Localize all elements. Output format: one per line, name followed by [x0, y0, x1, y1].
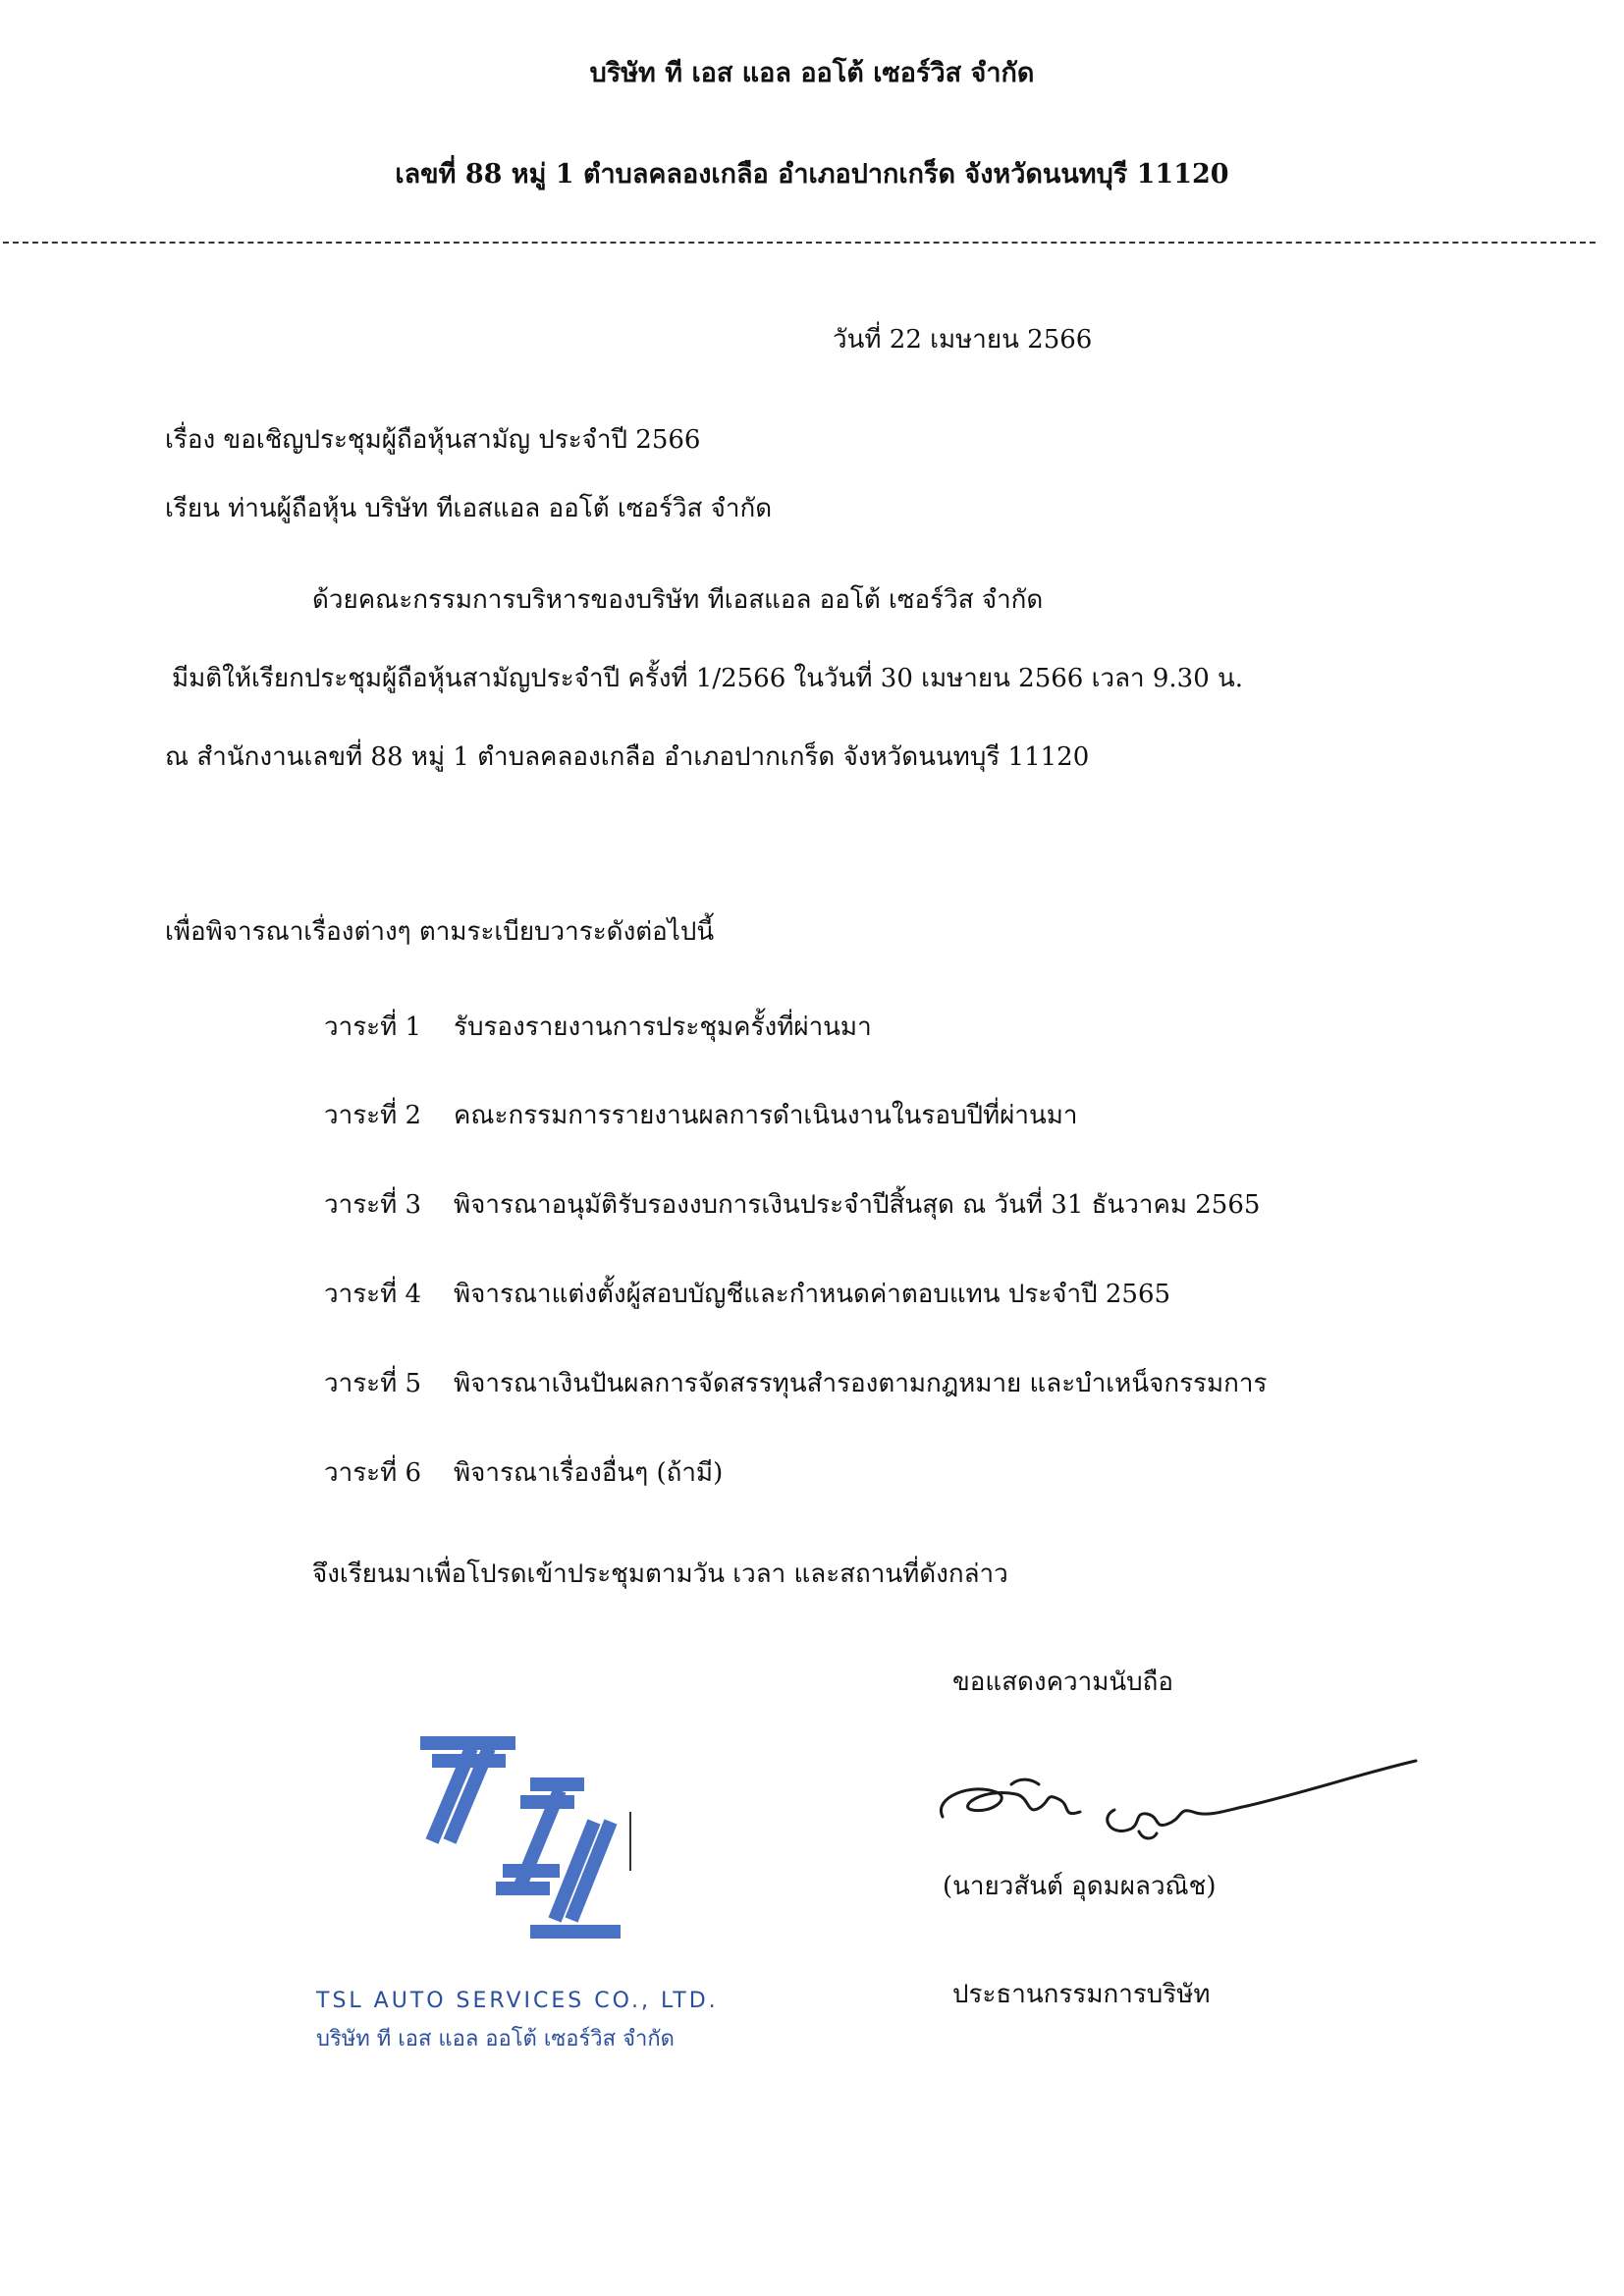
- body-line-1: ด้วยคณะกรรมการบริหารของบริษัท ทีเอสแอล ออโต้ เซอร์วิส จำกัด: [312, 585, 1044, 615]
- agenda-intro: เพื่อพิจารณาเรื่องต่างๆ ตามระเบียบวาระดังต่อไปนี้: [165, 917, 715, 947]
- company-address: เลขที่ 88 หมู่ 1 ตำบลคลองเกลือ อำเภอปากเกร็ด จังหวัดนนทบุรี 11120: [395, 159, 1229, 190]
- letter-recipient: เรียน ท่านผู้ถือหุ้น บริษัท ทีเอสแอล ออโต้ เซอร์วิส จำกัด: [165, 494, 773, 523]
- body-line-2: มีมติให้เรียกประชุมผู้ถือหุ้นสามัญประจำปี ครั้งที่ 1/2566 ในวันที่ 30 เมษายน 2566 เวลา 9.30 น.: [172, 664, 1244, 693]
- logo-thai-name: บริษัท ที เอส แอล ออโต้ เซอร์วิส จำกัด: [316, 2027, 675, 2051]
- agenda-item-2-text: คณะกรรมการรายงานผลการดำเนินงานในรอบปีที่ผ่านมา: [454, 1101, 1078, 1130]
- signature-icon: [933, 1723, 1424, 1851]
- agenda-item-2-label: วาระที่ 2: [324, 1101, 422, 1130]
- agenda-item-1-text: รับรองรายงานการประชุมครั้งที่ผ่านมา: [454, 1012, 872, 1042]
- agenda-item-5-label: วาระที่ 5: [324, 1369, 422, 1398]
- body-line-3: ณ สำนักงานเลขที่ 88 หมู่ 1 ตำบลคลองเกลือ อำเภอปากเกร็ด จังหวัดนนทบุรี 11120: [165, 742, 1090, 772]
- regards: ขอแสดงความนับถือ: [952, 1667, 1173, 1697]
- company-logo-icon: [412, 1723, 638, 1959]
- agenda-item-6-label: วาระที่ 6: [324, 1458, 422, 1488]
- company-name: บริษัท ที เอส แอล ออโต้ เซอร์วิส จำกัด: [589, 58, 1035, 88]
- agenda-item-5-text: พิจารณาเงินปันผลการจัดสรรทุนสำรองตามกฎหมาย และบำเหน็จกรรมการ: [454, 1369, 1268, 1398]
- letter-date: วันที่ 22 เมษายน 2566: [833, 325, 1093, 355]
- agenda-item-4-text: พิจารณาแต่งตั้งผู้สอบบัญชีและกำหนดค่าตอบแทน ประจำปี 2565: [454, 1280, 1171, 1309]
- agenda-item-3-label: วาระที่ 3: [324, 1190, 422, 1220]
- agenda-item-6-text: พิจารณาเรื่องอื่นๆ (ถ้ามี): [454, 1458, 724, 1488]
- agenda-item-1-label: วาระที่ 1: [324, 1012, 422, 1042]
- closing-line: จึงเรียนมาเพื่อโปรดเข้าประชุมตามวัน เวลา และสถานที่ดังกล่าว: [312, 1559, 1008, 1589]
- header-divider: [3, 242, 1596, 244]
- agenda-item-3-text: พิจารณาอนุมัติรับรองงบการเงินประจำปีสิ้นสุด ณ วันที่ 31 ธันวาคม 2565: [454, 1190, 1261, 1220]
- signatory-title: ประธานกรรมการบริษัท: [952, 1980, 1211, 2009]
- letter-subject: เรื่อง ขอเชิญประชุมผู้ถือหุ้นสามัญ ประจำปี 2566: [165, 425, 701, 455]
- agenda-item-4-label: วาระที่ 4: [324, 1280, 422, 1309]
- signatory-name: (นายวสันต์ อุดมผลวณิช): [943, 1872, 1217, 1901]
- logo-english-name: TSL AUTO SERVICES CO., LTD.: [316, 1989, 719, 2013]
